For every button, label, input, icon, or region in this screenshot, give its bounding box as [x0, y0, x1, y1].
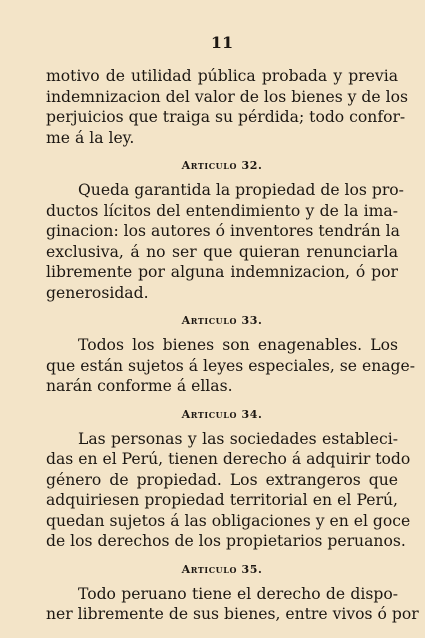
text-line: quedan sujetos á las obligaciones y en el goce	[46, 511, 411, 530]
text-line: libremente por alguna indemnizacion, ó por	[46, 263, 398, 281]
text-line: Todo peruano tiene el derecho de dispo-	[78, 584, 398, 603]
text-line: Queda garantida la propiedad de los pro-	[78, 181, 404, 199]
text-line: de los derechos de los propietarios peruanos.	[46, 532, 406, 550]
text-line: das en el Perú, tienen derecho á adquirir todo	[46, 450, 411, 468]
paragraph	[46, 584, 419, 625]
text-line: indemnizacion del valor de los bienes y de los	[46, 87, 408, 106]
text-line: generosidad.	[46, 283, 149, 302]
text-line: ginacion: los autores ó inventores tendrán la	[46, 222, 400, 240]
text-line: ner libremente de sus bienes, entre vivos ó por	[46, 605, 419, 623]
text-line: Todos los bienes son enagenables. Los	[78, 336, 398, 354]
page-number: 11	[210, 33, 234, 52]
text-line: género de propiedad. Los extrangeros que	[46, 470, 398, 489]
page-body	[46, 66, 419, 625]
article-heading: Articulo 34.	[181, 407, 263, 421]
text-line: que están sujetos á leyes especiales, se enage-	[46, 356, 416, 375]
text-line: motivo de utilidad pública probada y previa	[46, 67, 398, 85]
text-line: adquiriesen propiedad territorial en el Perú,	[46, 491, 398, 509]
text-line: me á la ley.	[46, 128, 135, 147]
article-heading: Articulo 35.	[181, 562, 263, 576]
paragraph	[46, 66, 408, 148]
text-line: perjuicios que traiga su pérdida; todo confor-	[46, 108, 406, 126]
text-line: ductos lícitos del entendimiento y de la ima-	[46, 201, 398, 220]
paragraph	[46, 180, 404, 303]
article-heading: Articulo 33.	[181, 314, 263, 327]
text-line: narán conforme á ellas.	[46, 377, 233, 395]
article-heading: Articulo 32.	[181, 159, 263, 172]
paragraph	[46, 429, 411, 552]
text-line: exclusiva, á no ser que quieran renunciarla	[46, 242, 398, 261]
text-line: Las personas y las sociedades estableci-	[78, 429, 398, 448]
paragraph	[46, 335, 416, 397]
